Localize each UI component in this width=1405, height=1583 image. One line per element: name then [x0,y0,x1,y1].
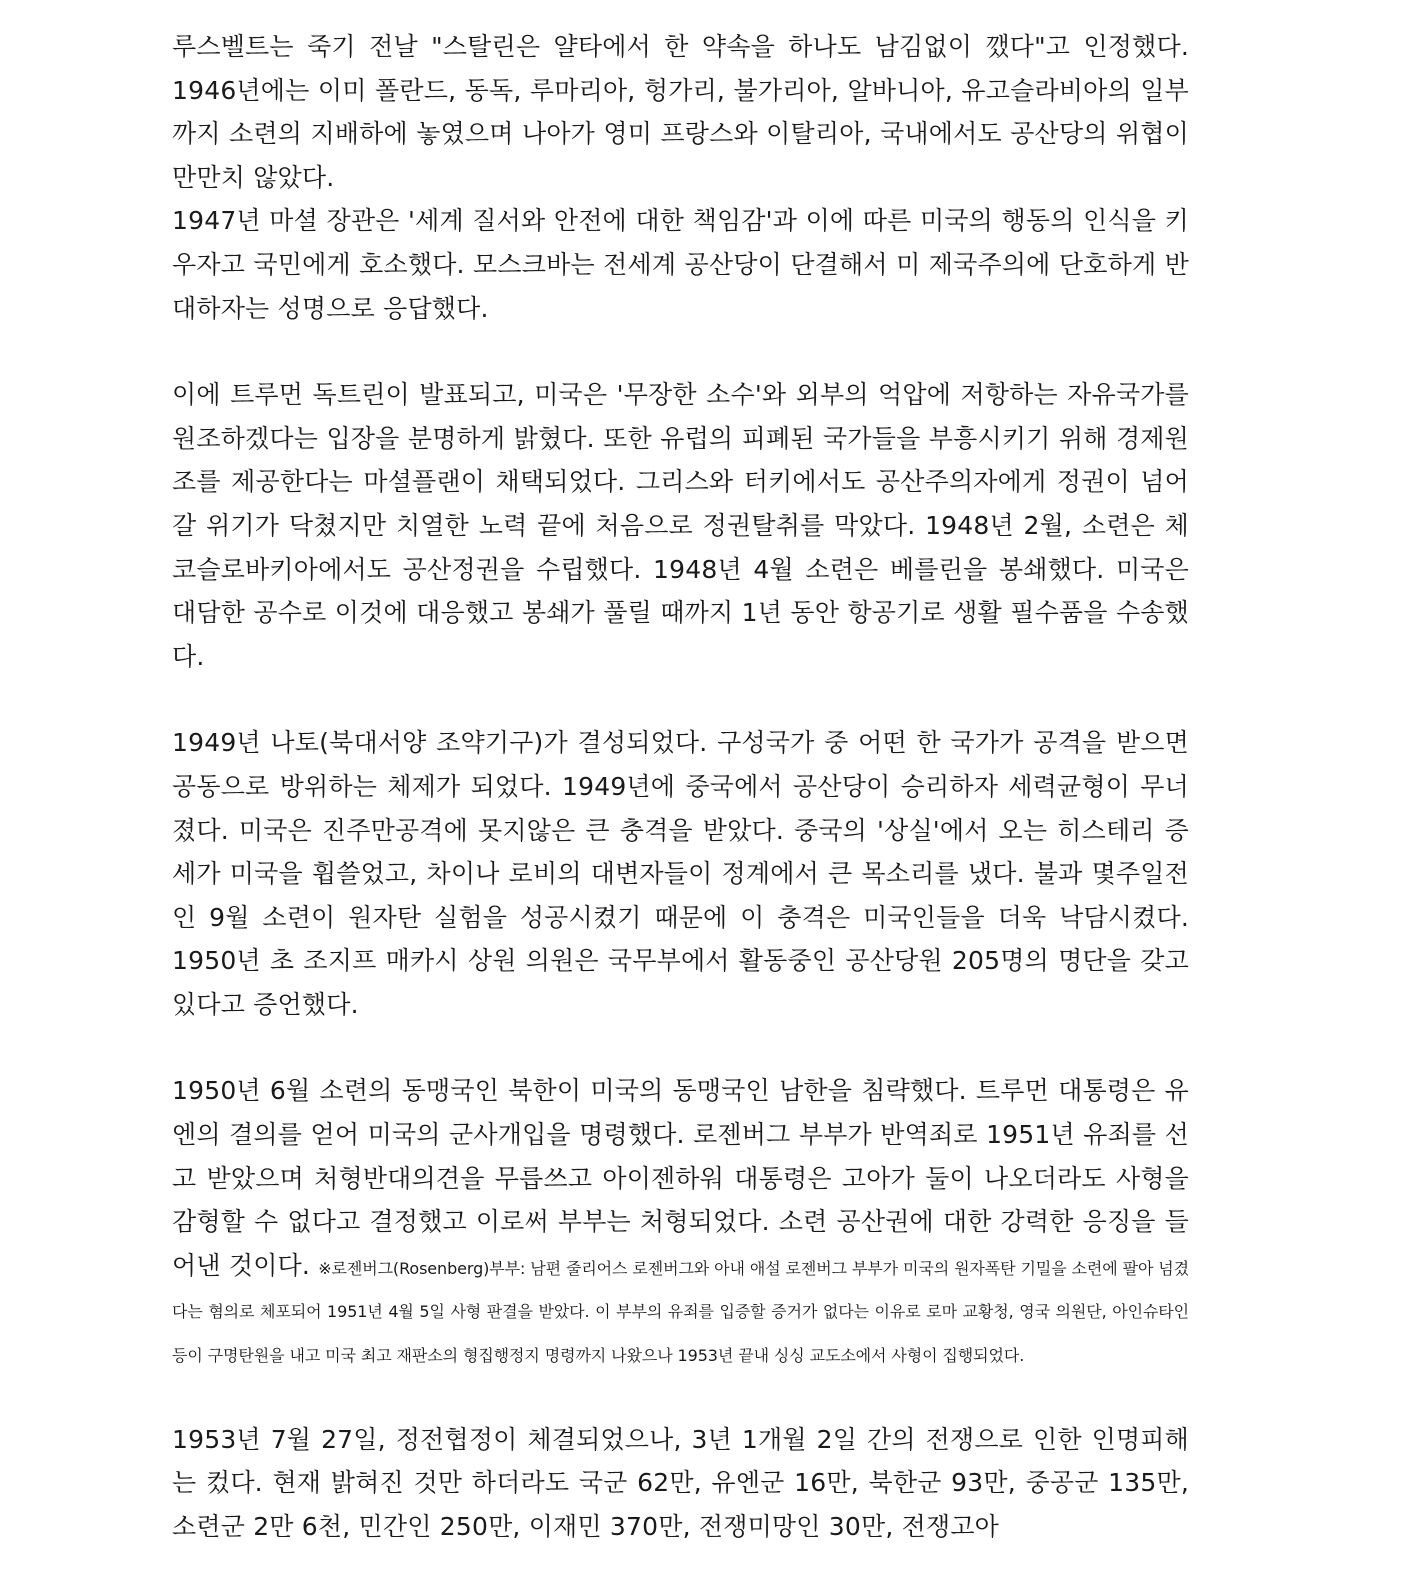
paragraph-text: 루스벨트는 죽기 전날 "스탈린은 얄타에서 한 약속을 하나도 남김없이 깼다"고 인정했다. 1946년에는 이미 폴란드, 동독, 루마리아, 헝가리, 불가리아, 알바니아, 유고슬라비아의 일부까지 소련의 지배하에 놓였으며 나아가 영미 프랑스와 이탈리아, 국내에서도 공산당의 위협이 만만치 않았다. [172,32,1189,192]
footnote-rosenberg: ※로젠버그(Rosenberg)부부: 남편 줄리어스 로젠버그와 아내 애설 로젠버그 부부가 미국의 원자폭탄 기밀을 소련에 팔아 넘겼다는 혐의로 체포되어 1951년 4월 5일 사형 판결을 받았다. 이 부부의 유죄를 입증할 증거가 없다는 이유로 로마 교황청, 영국 의원단, 아인슈타인 등이 구명탄원을 내고 미국 최고 재판소의 형집행정지 명령까지 나왔으나 1953년 끝내 싱싱 교도소에서 사형이 집행되었다. [172,1258,1189,1366]
paragraph-armistice [172,1418,1189,1549]
paragraph-text: 1947년 마셜 장관은 '세계 질서와 안전에 대한 책임감'과 이에 따른 미국의 행동의 인식을 키우자고 국민에게 호소했다. 모스크바는 전세계 공산당이 단결해서 미 제국주의에 단호하게 반대하자는 성명으로 응답했다. [172,206,1189,323]
document-page [172,25,1189,1548]
paragraph-korean-war [172,1069,1189,1374]
paragraph-nato [172,721,1189,1026]
paragraph-truman-doctrine [172,373,1189,678]
paragraph-text: 1953년 7월 27일, 정전협정이 체결되었으나, 3년 1개월 2일 간의 전쟁으로 인한 인명피해는 컸다. 현재 밝혀진 것만 하더라도 국군 62만, 유엔군 16만, 북한군 93만, 중공군 135만, 소련군 2만 6천, 민간인 250만, 이재민 370만, 전쟁미망인 30만, 전쟁고아 [172,1424,1189,1541]
paragraph-yalta [172,25,1189,199]
paragraph-text: 1950년 6월 소련의 동맹국인 북한이 미국의 동맹국인 남한을 침략했다. 트루먼 대통령은 유엔의 결의를 얻어 미국의 군사개입을 명령했다. 로젠버그 부부가 반역죄로 1951년 유죄를 선고 받았으며 처형반대의견을 무릅쓰고 아이젠하워 대통령은 고아가 둘이 나오더라도 사형을 감형할 수 없다고 결정했고 이로써 부부는 처형되었다. 소련 공산권에 대한 강력한 응징을 들어낸 것이다. [172,1076,1189,1280]
paragraph-text: 이에 트루먼 독트린이 발표되고, 미국은 '무장한 소수'와 외부의 억압에 저항하는 자유국가를 원조하겠다는 입장을 분명하게 밝혔다. 또한 유럽의 피폐된 국가들을 부흥시키기 위해 경제원조를 제공한다는 마셜플랜이 채택되었다. 그리스와 터키에서도 공산주의자에게 정권이 넘어갈 위기가 닥쳤지만 치열한 노력 끝에 처음으로 정권탈취를 막았다. 1948년 2월, 소련은 체코슬로바키아에서도 공산정권을 수립했다. 1948년 4월 소련은 베를린을 봉쇄했다. 미국은 대담한 공수로 이것에 대응했고 봉쇄가 풀릴 때까지 1년 동안 항공기로 생활 필수품을 수송했다. [172,380,1189,671]
paragraph-text: 1949년 나토(북대서양 조약기구)가 결성되었다. 구성국가 중 어떤 한 국가가 공격을 받으면 공동으로 방위하는 체제가 되었다. 1949년에 중국에서 공산당이 승리하자 세력균형이 무너졌다. 미국은 진주만공격에 못지않은 큰 충격을 받았다. 중국의 '상실'에서 오는 히스테리 증세가 미국을 휩쓸었고, 차이나 로비의 대변자들이 정계에서 큰 목소리를 냈다. 불과 몇주일전인 9월 소련이 원자탄 실험을 성공시켰기 때문에 이 충격은 미국인들을 더욱 낙담시켰다. 1950년 초 조지프 매카시 상원 의원은 국무부에서 활동중인 공산당원 205명의 명단을 갖고 있다고 증언했다. [172,728,1189,1019]
paragraph-marshall [172,199,1189,330]
